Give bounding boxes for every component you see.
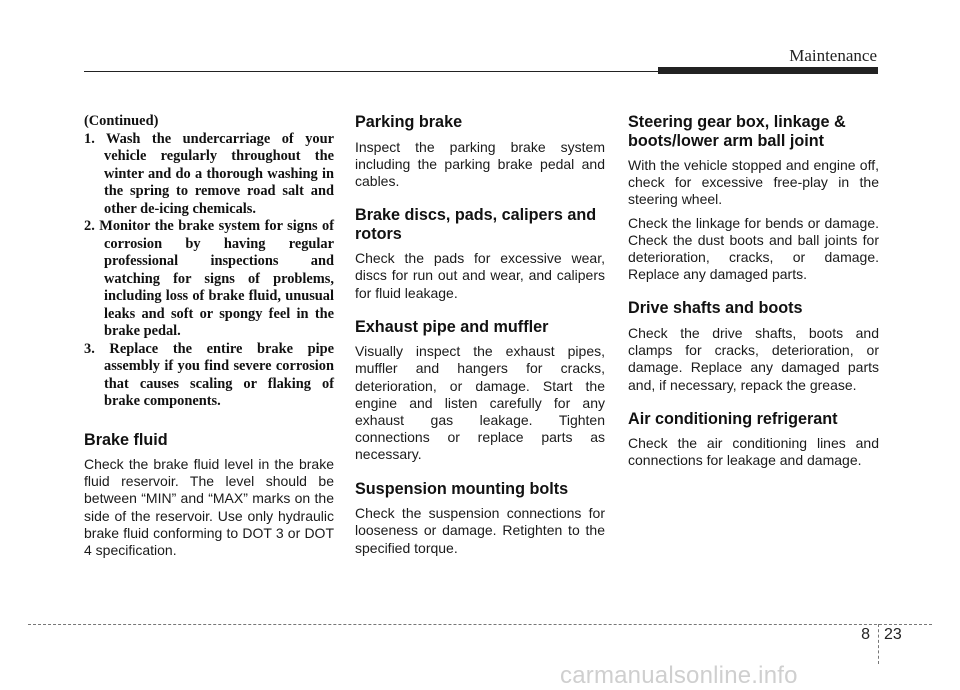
column-left bbox=[84, 113, 334, 565]
header-rule-thin bbox=[84, 71, 658, 72]
drive-shafts-text: Check the drive shafts, boots and clamps for cracks, deterioration, or damage. Replace any damaged parts and, if necessary, repack the grease. bbox=[628, 324, 879, 393]
steering-text-2: Check the linkage for bends or damage. Check the dust boots and ball joints for deterioration, cracks, or damage. Replace any damaged parts. bbox=[628, 214, 879, 283]
brake-fluid-heading: Brake fluid bbox=[84, 430, 168, 449]
section-header: Maintenance bbox=[789, 46, 877, 65]
continued-label: (Continued) bbox=[84, 113, 159, 129]
maintenance-steps bbox=[84, 131, 334, 411]
footer-divider bbox=[878, 624, 879, 664]
parking-brake-heading: Parking brake bbox=[355, 113, 463, 131]
suspension-text: Check the suspension connections for looseness or damage. Retighten to the specified torque. bbox=[355, 505, 605, 556]
parking-brake-text: Inspect the parking brake system including the parking brake pedal and cables. bbox=[355, 138, 605, 189]
suspension-heading: Suspension mounting bolts bbox=[355, 479, 569, 498]
ac-text: Check the air conditioning lines and connections for leakage and damage. bbox=[628, 435, 879, 469]
ac-heading: Air conditioning refrigerant bbox=[628, 409, 838, 428]
exhaust-text: Visually inspect the exhaust pipes, muffler and hangers for cracks, deterioration, or damage. Start the engine and listen carefully for any exhaust gas leakage. Tighten connections or replace parts as necessary. bbox=[355, 343, 605, 463]
page-number: 23 bbox=[884, 626, 902, 643]
brake-discs-text: Check the pads for excessive wear, discs for run out and wear, and calipers for fluid leakage. bbox=[355, 250, 605, 301]
drive-shafts-heading: Drive shafts and boots bbox=[628, 299, 803, 318]
steering-text-1: With the vehicle stopped and engine off, check for excessive free-play in the steering wheel. bbox=[628, 157, 879, 208]
brake-fluid-text: Check the brake fluid level in the brake fluid reservoir. The level should be between “MIN” and “MAX” marks on the side of the reservoir. Use only hydraulic brake fluid conforming to DOT 3 or DOT 4 specification. bbox=[84, 456, 334, 559]
column-right bbox=[628, 113, 879, 476]
watermark: carmanualsonline.info bbox=[560, 662, 798, 689]
column-middle bbox=[355, 113, 605, 563]
step-item-3: 3. Replace the entire brake pipe assembly if you find severe corrosion that causes scaling or flaking of brake components. bbox=[84, 340, 334, 409]
step-item-1: 1. Wash the undercarriage of your vehicle regularly throughout the winter and do a thorough washing in the spring to remove road salt and other de-icing chemicals. bbox=[84, 130, 334, 217]
brake-discs-heading: Brake discs, pads, calipers and rotors bbox=[355, 206, 597, 243]
step-item-2: 2. Monitor the brake system for signs of corrosion by having regular professional inspections and watching for signs of problems, including loss of brake fluid, unusual leaks and soft or spongy feel in the brake pedal. bbox=[84, 218, 334, 339]
steering-heading: Steering gear box, linkage & boots/lower arm ball joint bbox=[628, 113, 846, 150]
header-rule-thick bbox=[658, 67, 878, 74]
exhaust-heading: Exhaust pipe and muffler bbox=[355, 317, 549, 336]
footer-rule bbox=[28, 624, 932, 625]
chapter-number: 8 bbox=[861, 626, 870, 643]
